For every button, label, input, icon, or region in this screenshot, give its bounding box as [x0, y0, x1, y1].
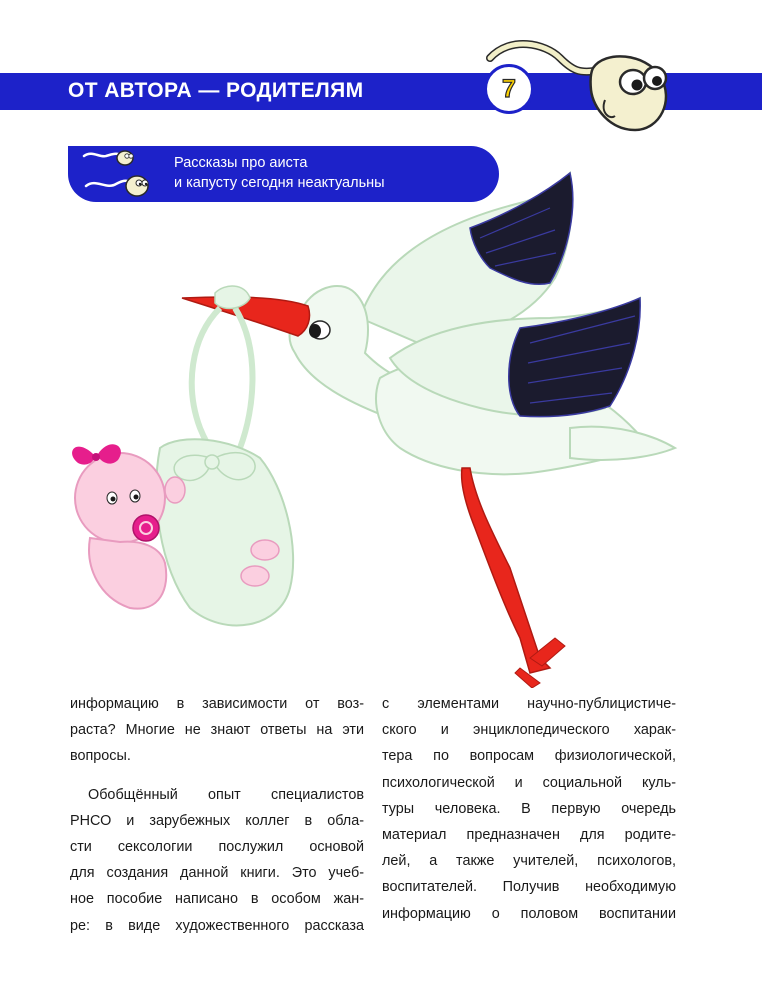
text-line: материал предназначен для родите- — [382, 827, 676, 844]
page-number: 7 — [502, 75, 516, 103]
text-line: тера по вопросам физиологической, — [382, 748, 676, 765]
text-line: Обобщённый опыт специалистов — [88, 786, 364, 803]
text-line: РНСО и зарубежных коллег в обла- — [70, 812, 364, 829]
body-column-right — [382, 691, 676, 927]
quote-line: и капусту сегодня неактуальны — [174, 175, 385, 191]
quote-line: Рассказы про аиста — [174, 155, 308, 171]
text-line: раста? Многие не знают ответы на эти — [70, 722, 364, 739]
page-number-badge — [484, 64, 534, 114]
text-line: лей, а также учителей, психологов, — [382, 853, 676, 870]
body-column-left — [70, 691, 364, 939]
text-line: информацию о половом воспитании — [382, 905, 676, 922]
text-line: ре: в виде художественного рассказа — [70, 917, 364, 934]
text-line: с элементами научно-публицистиче- — [382, 696, 676, 712]
text-line: психологической и социальной куль- — [382, 774, 676, 791]
text-line: для создания данной книги. Это учеб- — [70, 865, 364, 882]
text-line: ского и энциклопедического харак- — [382, 722, 676, 739]
paragraph-gap — [70, 770, 364, 782]
text-line: воспитателей. Получив необходимую — [382, 879, 676, 896]
text-line: туры человека. В первую очередь — [382, 800, 676, 817]
text-line: информацию в зависимости от воз- — [70, 696, 364, 712]
text-line: вопросы. — [70, 748, 131, 765]
text-line: сти сексологии послужил основой — [70, 839, 364, 856]
stork-carrying-baby-illustration — [50, 168, 690, 688]
text-line: ное пособие написано в особом жан- — [70, 891, 364, 908]
section-title: ОТ АВТОРА — РОДИТЕЛЯМ — [68, 79, 364, 102]
